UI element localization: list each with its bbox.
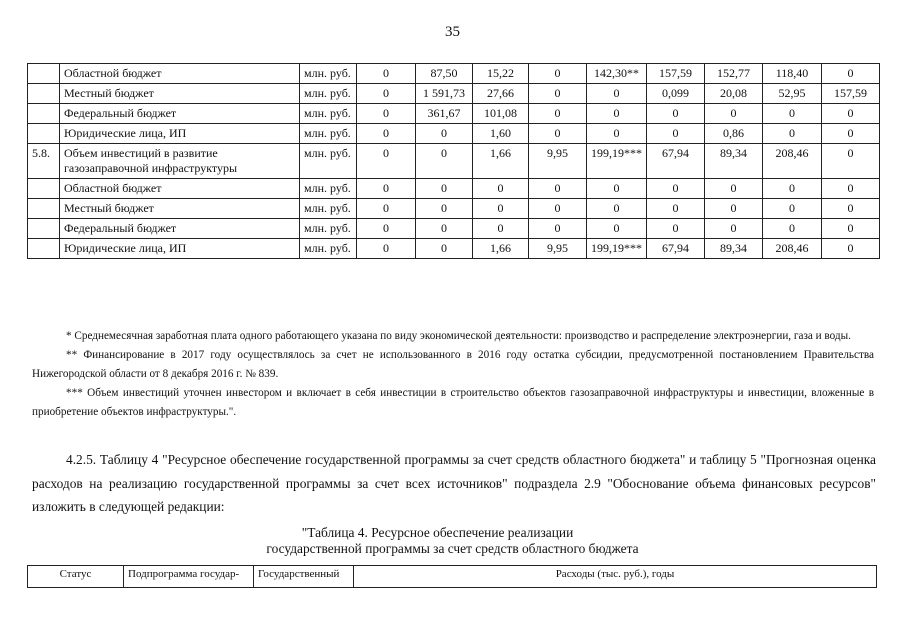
row-index <box>28 64 60 84</box>
row-index <box>28 219 60 239</box>
paragraph-text: 4.2.5. Таблицу 4 "Ресурсное обеспечение государственной программы за счет средств областного бюджета" и таблицу 5 "Прогнозная оценка расходов на реализацию государственной программы за счет всех источников" подраздела 2.9 "Обоснование объема финансовых ресурсов" изложить в следующей редакции: <box>32 452 876 514</box>
table-cell: 157,59 <box>822 84 880 104</box>
table-cell: 0 <box>473 219 529 239</box>
table-cell: 0 <box>587 104 647 124</box>
table-cell: 0 <box>647 199 705 219</box>
table-row <box>28 124 880 144</box>
table-cell: 199,19*** <box>587 239 647 259</box>
table-cell: 0 <box>763 219 822 239</box>
table-cell: 0 <box>529 219 587 239</box>
table-cell: 152,77 <box>705 64 763 84</box>
table-cell: 0 <box>357 104 416 124</box>
table-row <box>28 179 880 199</box>
table-row <box>28 199 880 219</box>
body-paragraph <box>32 448 876 519</box>
table-cell: 1,60 <box>473 124 529 144</box>
table-cell: 199,19*** <box>587 144 647 179</box>
table-cell: 118,40 <box>763 64 822 84</box>
table4-header <box>27 565 877 588</box>
table-cell: 52,95 <box>763 84 822 104</box>
row-index <box>28 104 60 124</box>
table-cell: 0 <box>357 219 416 239</box>
table-cell: 0 <box>587 84 647 104</box>
table-cell: 0 <box>357 179 416 199</box>
table-row <box>28 144 880 179</box>
table-cell: 0 <box>529 199 587 219</box>
row-name: Федеральный бюджет <box>60 219 300 239</box>
table-cell: 1 591,73 <box>416 84 473 104</box>
footnote-2: ** Финансирование в 2017 году осуществлялось за счет не использованного в 2016 году остатка субсидии, предусмотренной постановлением Правительства Нижегородской области от 8 декабря 2016 г. № 839. <box>32 349 874 380</box>
table-cell: 0 <box>763 179 822 199</box>
table-cell: 67,94 <box>647 239 705 259</box>
table-cell: 27,66 <box>473 84 529 104</box>
table-cell: 0 <box>705 104 763 124</box>
table-cell: 0 <box>416 179 473 199</box>
table-cell: 9,95 <box>529 239 587 259</box>
table-cell: 0 <box>416 144 473 179</box>
row-name: Областной бюджет <box>60 179 300 199</box>
table-cell: 0 <box>529 179 587 199</box>
header-status: Статус <box>28 566 124 588</box>
table-cell: 0 <box>357 124 416 144</box>
table-cell: 0 <box>822 124 880 144</box>
row-unit: млн. руб. <box>300 239 357 259</box>
table-cell: 0 <box>416 239 473 259</box>
table-cell: 0 <box>705 219 763 239</box>
table-cell: 87,50 <box>416 64 473 84</box>
table-row <box>28 219 880 239</box>
row-index: 5.8. <box>28 144 60 179</box>
row-name: Федеральный бюджет <box>60 104 300 124</box>
row-name: Местный бюджет <box>60 199 300 219</box>
footnotes <box>32 327 874 422</box>
row-index <box>28 84 60 104</box>
table-cell: 0 <box>357 64 416 84</box>
table-cell: 208,46 <box>763 239 822 259</box>
table-cell: 0 <box>647 219 705 239</box>
table-cell: 0 <box>587 124 647 144</box>
table-cell: 0 <box>357 84 416 104</box>
table-cell: 0 <box>529 64 587 84</box>
table-row <box>28 104 880 124</box>
table-cell: 0 <box>357 199 416 219</box>
table-cell: 0 <box>357 239 416 259</box>
table-cell: 0 <box>647 124 705 144</box>
table-cell: 1,66 <box>473 239 529 259</box>
table-cell: 101,08 <box>473 104 529 124</box>
table-cell: 0 <box>529 104 587 124</box>
row-unit: млн. руб. <box>300 179 357 199</box>
table-cell: 0 <box>473 179 529 199</box>
table-cell: 0 <box>822 64 880 84</box>
table-cell: 89,34 <box>705 144 763 179</box>
table-cell: 1,66 <box>473 144 529 179</box>
header-expenses: Расходы (тыс. руб.), годы <box>354 566 877 588</box>
table-cell: 0,099 <box>647 84 705 104</box>
table-cell: 0 <box>416 124 473 144</box>
row-unit: млн. руб. <box>300 144 357 179</box>
table-cell: 0 <box>822 179 880 199</box>
page-number: 35 <box>445 24 460 40</box>
table4-caption-line1: "Таблица 4. Ресурсное обеспечение реализации <box>301 525 574 540</box>
table-cell: 0 <box>822 104 880 124</box>
table-cell: 0 <box>822 199 880 219</box>
financing-table <box>27 63 880 259</box>
table4-header-row <box>28 566 877 588</box>
row-name: Юридические лица, ИП <box>60 239 300 259</box>
table-cell: 157,59 <box>647 64 705 84</box>
row-name: Местный бюджет <box>60 84 300 104</box>
row-index <box>28 179 60 199</box>
table-cell: 67,94 <box>647 144 705 179</box>
table-cell: 0 <box>647 179 705 199</box>
row-index <box>28 239 60 259</box>
table-cell: 0 <box>647 104 705 124</box>
table-cell: 361,67 <box>416 104 473 124</box>
table-cell: 0 <box>705 199 763 219</box>
table-cell: 0 <box>357 144 416 179</box>
table-cell: 0 <box>473 199 529 219</box>
row-name: Юридические лица, ИП <box>60 124 300 144</box>
row-index <box>28 124 60 144</box>
table-cell: 0 <box>529 84 587 104</box>
table-row <box>28 64 880 84</box>
header-subprogram: Подпрограмма государ- <box>124 566 254 588</box>
row-index <box>28 199 60 219</box>
table-cell: 0,86 <box>705 124 763 144</box>
table-cell: 89,34 <box>705 239 763 259</box>
table-cell: 0 <box>416 199 473 219</box>
row-name: Областной бюджет <box>60 64 300 84</box>
row-unit: млн. руб. <box>300 104 357 124</box>
table-cell: 0 <box>763 124 822 144</box>
row-unit: млн. руб. <box>300 199 357 219</box>
table4-caption-line2: государственной программы за счет средств областного бюджета <box>266 541 639 556</box>
table-cell: 0 <box>587 199 647 219</box>
table-cell: 0 <box>763 199 822 219</box>
table-cell: 0 <box>587 219 647 239</box>
table-row <box>28 84 880 104</box>
table-cell: 0 <box>587 179 647 199</box>
table-cell: 20,08 <box>705 84 763 104</box>
table-cell: 208,46 <box>763 144 822 179</box>
table-cell: 0 <box>763 104 822 124</box>
table-cell: 9,95 <box>529 144 587 179</box>
table-cell: 0 <box>529 124 587 144</box>
row-unit: млн. руб. <box>300 64 357 84</box>
table-cell: 15,22 <box>473 64 529 84</box>
table-cell: 0 <box>705 179 763 199</box>
footnote-1: * Среднемесячная заработная плата одного работающего указана по виду экономической деятельности: производство и распределение электроэнергии, газа и воды. <box>66 330 851 342</box>
header-state: Государственный <box>254 566 354 588</box>
row-unit: млн. руб. <box>300 219 357 239</box>
table-cell: 0 <box>416 219 473 239</box>
table4-caption <box>0 525 905 557</box>
table-row <box>28 239 880 259</box>
footnote-3: *** Объем инвестиций уточнен инвестором и включает в себя инвестиции в строительство объектов газозаправочной инфраструктуры и инвестиции, вложенные в приобретение объектов инфраструктуры.". <box>32 387 874 418</box>
table-cell: 0 <box>822 144 880 179</box>
table-cell: 142,30** <box>587 64 647 84</box>
table-cell: 0 <box>822 239 880 259</box>
table-cell: 0 <box>822 219 880 239</box>
row-name: Объем инвестиций в развитие газозаправочной инфраструктуры <box>60 144 300 179</box>
row-unit: млн. руб. <box>300 84 357 104</box>
row-unit: млн. руб. <box>300 124 357 144</box>
